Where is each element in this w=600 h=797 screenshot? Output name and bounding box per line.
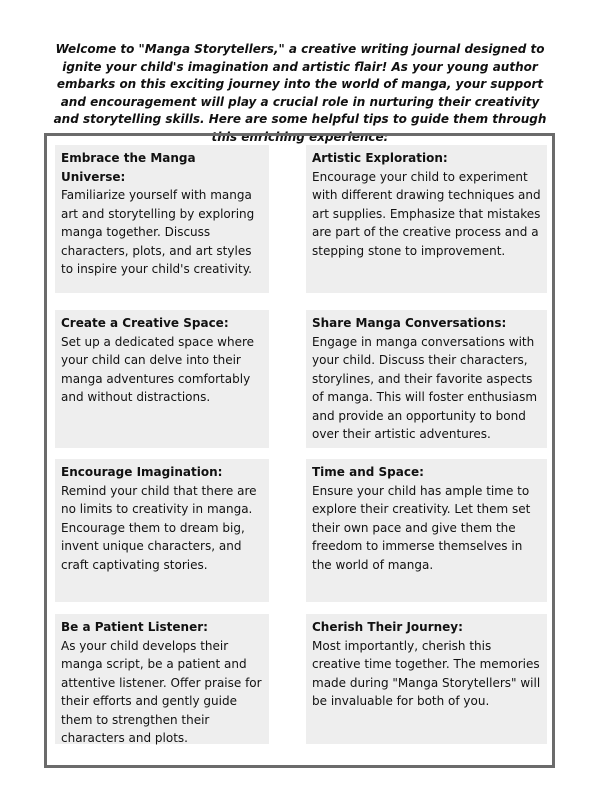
tip-artistic-exploration <box>306 145 547 293</box>
tip-title: Create a Creative Space: <box>61 316 229 330</box>
tip-body: Set up a dedicated space where your child can delve into their manga adventures comfortably and without distractions. <box>61 334 255 404</box>
tip-body: As your child develops their manga script, be a patient and attentive listener. Offer praise for their efforts and gently guide them to strengthen their characters and plots. <box>61 638 262 745</box>
tip-title: Share Manga Conversations: <box>312 316 507 330</box>
tip-title: Cherish Their Journey: <box>312 620 463 634</box>
tip-cherish-their-journey <box>306 614 547 744</box>
tip-share-manga-conversations <box>306 310 547 448</box>
tip-title: Encourage Imagination: <box>61 465 223 479</box>
tip-body: Most importantly, cherish this creative time together. The memories made during "Manga Storytellers" will be invaluable for both of you. <box>312 638 541 708</box>
tip-body: Ensure your child has ample time to explore their creativity. Let them set their own pace and give them the freedom to immerse themselves in the world of manga. <box>312 483 531 572</box>
tip-encourage-imagination <box>55 459 269 602</box>
tip-title: Time and Space: <box>312 465 424 479</box>
tip-patient-listener <box>55 614 269 744</box>
tip-body: Engage in manga conversations with your child. Discuss their characters, storylines, and their favorite aspects of manga. This will foster enthusiasm and provide an opportunity to bond over their artistic adventures. <box>312 334 538 441</box>
intro-paragraph: Welcome to "Manga Storytellers," a creative writing journal designed to ignite your child's imagination and artistic flair! As your young author embarks on this exciting journey into the world of manga, your support and encouragement will play a crucial role in nurturing their creativity and storytelling skills. Here are some helpful tips to guide them through this enriching experience: <box>53 42 547 144</box>
tip-title: Artistic Exploration: <box>312 151 448 165</box>
tip-title: Embrace the Manga Universe: <box>61 151 196 184</box>
tip-body: Remind your child that there are no limits to creativity in manga. Encourage them to dream big, invent unique characters, and craft captivating stories. <box>61 483 257 572</box>
tip-body: Familiarize yourself with manga art and storytelling by exploring manga together. Discuss characters, plots, and art styles to inspire your child's creativity. <box>61 188 255 276</box>
tip-embrace-manga-universe <box>55 145 269 293</box>
tip-title: Be a Patient Listener: <box>61 620 208 634</box>
tip-create-creative-space <box>55 310 269 448</box>
tip-body: Encourage your child to experiment with different drawing techniques and art supplies. Emphasize that mistakes are part of the creative process and a stepping stone to improvement. <box>312 169 541 258</box>
tip-time-and-space <box>306 459 547 602</box>
